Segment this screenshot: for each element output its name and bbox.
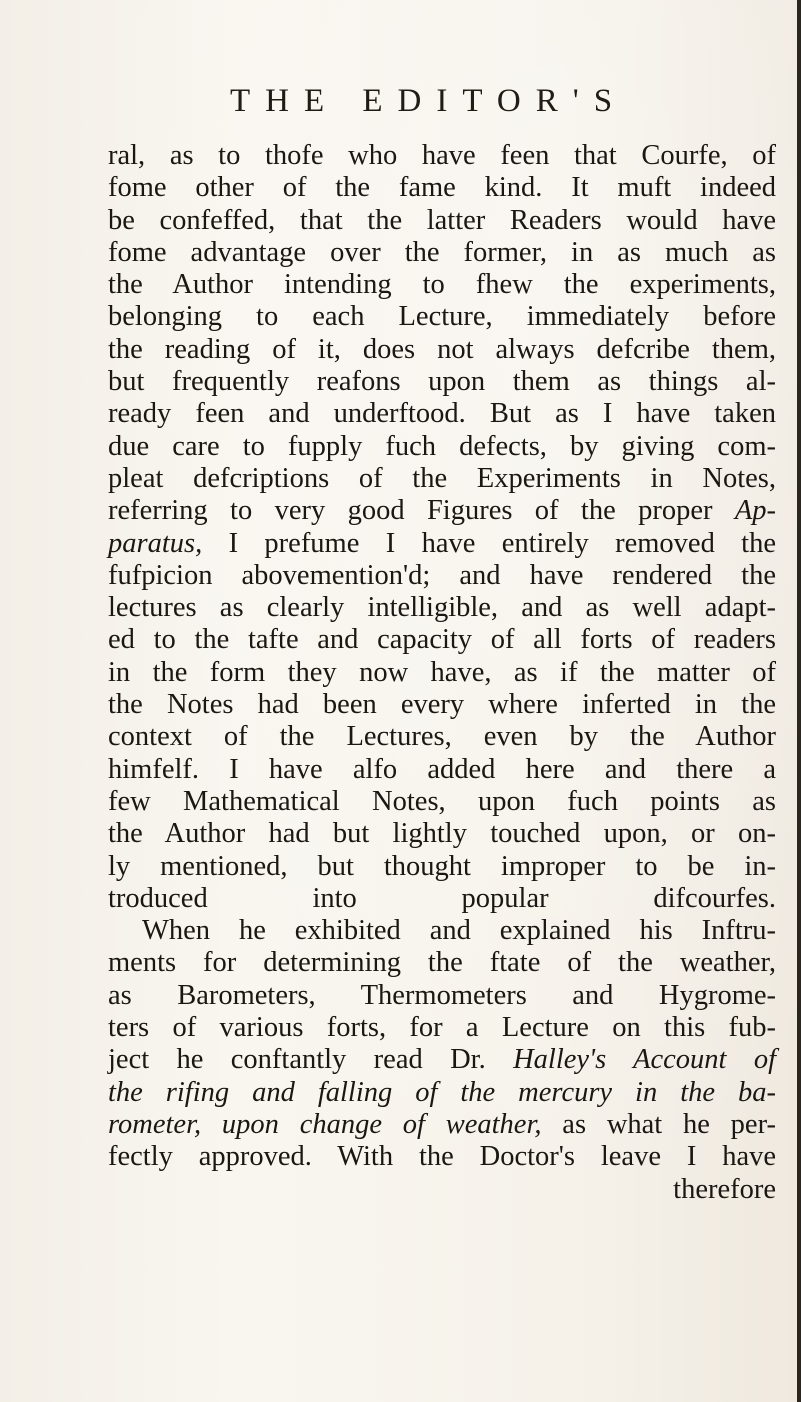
text-segment: himfelf. I have alfo added here and there a	[108, 753, 776, 785]
italic-text: Ap-	[734, 495, 776, 527]
text-segment: as what he per-	[541, 1108, 776, 1140]
text-line	[108, 495, 776, 527]
text-line	[108, 1012, 776, 1044]
text-line	[108, 624, 776, 656]
text-segment: the reading of it, does not always defcribe them,	[108, 333, 776, 365]
text-segment: the Author intending to fhew the experiments,	[108, 269, 776, 301]
text-line	[108, 1077, 776, 1109]
text-segment: context of the Lectures, even by the Author	[108, 721, 776, 753]
text-segment: ject he conftantly read Dr.	[108, 1044, 514, 1076]
text-line	[108, 980, 776, 1012]
text-line	[108, 269, 776, 301]
text-segment: fufpicion abovemention'd; and have rendered the	[108, 559, 776, 591]
text-segment: ral, as to thofe who have feen that Courfe, of	[108, 140, 776, 171]
text-segment: fectly approved. With the Doctor's leave I have	[108, 1141, 776, 1173]
text-segment: referring to very good Figures of the proper	[108, 495, 735, 527]
text-segment: ters of various forts, for a Lecture on this fub-	[108, 1012, 776, 1044]
text-line	[108, 528, 776, 560]
text-segment: be confeffed, that the latter Readers would have	[108, 204, 776, 236]
text-line	[108, 915, 776, 947]
text-line	[108, 172, 776, 204]
text-line	[108, 140, 776, 172]
running-head: THE EDITOR'S	[230, 83, 628, 119]
text-line	[108, 721, 776, 753]
text-line	[108, 1141, 776, 1173]
text-segment: fome other of the fame kind. It muft indeed	[108, 172, 776, 204]
text-line	[108, 366, 776, 398]
italic-text: Halley's Account of	[513, 1044, 776, 1076]
text-line	[108, 398, 776, 430]
page-edge-shadow	[797, 0, 801, 1402]
catchword	[108, 1174, 776, 1206]
text-line	[108, 431, 776, 463]
text-segment: but frequently reafons upon them as things al-	[108, 366, 776, 398]
text-segment: lectures as clearly intelligible, and as well adapt-	[108, 592, 776, 624]
text-segment: the Notes had been every where inferted in the	[108, 689, 776, 721]
text-segment: ments for determining the ftate of the weather,	[108, 947, 776, 979]
text-line	[108, 205, 776, 237]
text-segment: fome advantage over the former, in as much as	[108, 236, 776, 268]
text-segment: ed to the tafte and capacity of all forts of readers	[108, 624, 776, 656]
text-line	[108, 1044, 776, 1076]
text-line	[108, 592, 776, 624]
text-segment: pleat defcriptions of the Experiments in Notes,	[108, 462, 776, 494]
text-line	[108, 657, 776, 689]
text-segment: in the form they now have, as if the matter of	[108, 656, 776, 688]
text-segment: ready feen and underftood. But as I have taken	[108, 398, 776, 430]
text-segment: troduced into popular difcourfes.	[108, 882, 776, 914]
text-line	[108, 883, 776, 915]
text-line	[108, 754, 776, 786]
text-segment: ly mentioned, but thought improper to be in-	[108, 850, 776, 882]
italic-text: paratus,	[108, 527, 203, 559]
text-line	[108, 851, 776, 883]
text-line	[108, 463, 776, 495]
text-segment: due care to fupply fuch defects, by giving com-	[108, 430, 776, 462]
italic-text: rometer, upon change of weather,	[108, 1108, 542, 1140]
italic-text: the rifing and falling of the mercury in the ba-	[108, 1076, 776, 1108]
text-line	[108, 334, 776, 366]
text-segment: few Mathematical Notes, upon fuch points as	[108, 785, 776, 817]
body-text	[108, 140, 776, 1206]
text-line	[108, 1109, 776, 1141]
text-segment: belonging to each Lecture, immediately before	[108, 301, 776, 333]
text-segment: When he exhibited and explained his Inftru-	[142, 915, 776, 947]
text-segment: I prefume I have entirely removed the	[202, 527, 776, 559]
text-line	[108, 786, 776, 818]
text-line	[108, 301, 776, 333]
text-line	[108, 947, 776, 979]
text-line	[108, 818, 776, 850]
text-segment: the Author had but lightly touched upon, or on-	[108, 818, 776, 850]
text-segment: therefore	[673, 1173, 776, 1205]
text-segment: as Barometers, Thermometers and Hygrome-	[108, 979, 776, 1011]
text-line	[108, 560, 776, 592]
text-line	[108, 689, 776, 721]
text-line	[108, 237, 776, 269]
